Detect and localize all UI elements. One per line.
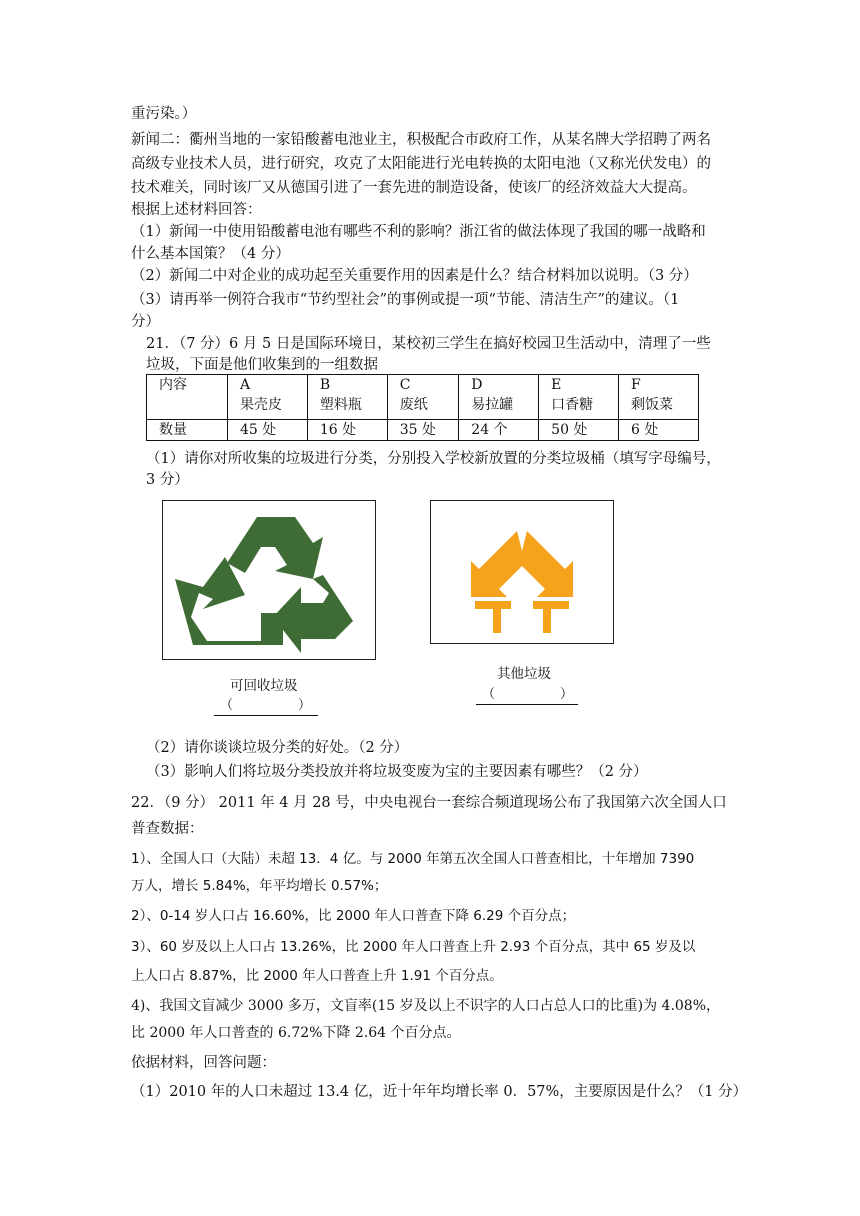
- text-line: 普查数据：: [131, 821, 204, 837]
- text-line: 新闻二：衢州当地的一家铅酸蓄电池业主，积极配合市政府工作，从某名牌大学招聘了两名: [131, 132, 711, 148]
- data-line: 上人口占 8.87%，比 2000 年人口普查上升 1.91 个百分点。: [131, 968, 503, 984]
- data-line: 万人，增长 5.84%，年平均增长 0.57%；: [131, 878, 388, 894]
- text-line: 重污染。）: [131, 106, 197, 122]
- table-row-label: 数量: [147, 420, 228, 441]
- table-cell: E 口香糖: [539, 375, 619, 420]
- table-cell: 50 处: [539, 420, 619, 441]
- table-cell: B 塑料瓶: [307, 375, 387, 420]
- table-cell: 45 处: [228, 420, 308, 441]
- table-cell: F 剩饭菜: [619, 375, 699, 420]
- table-header-cell: 内容: [147, 375, 228, 420]
- text-line: 依据材料，回答问题：: [131, 1055, 276, 1071]
- recyclable-bin-image: [162, 500, 376, 660]
- other-garbage-icon: [431, 501, 613, 643]
- table-cell: 16 处: [307, 420, 387, 441]
- recyclable-label: 可回收垃圾: [230, 678, 298, 694]
- garbage-data-table: [146, 374, 699, 441]
- question-heading: 22．（9 分） 2011 年 4 月 28 号，中央电视台一套综合频道现场公布了我国第六次全国人口: [131, 795, 727, 811]
- question-line: 什么基本国策？（4 分）: [131, 246, 290, 262]
- table-cell: C 废纸: [387, 375, 459, 420]
- table-cell: 24 个: [459, 420, 539, 441]
- text-line: 高级专业技术人员，进行研究，攻克了太阳能进行光电转换的太阳电池（又称光伏发电）的: [131, 156, 711, 172]
- data-line: 1）、全国人口（大陆）未超 13．4 亿。与 2000 年第五次全国人口普查相比，十年增加 7390: [131, 851, 695, 867]
- data-line: 比 2000 年人口普查的 6.72%下降 2.64 个百分点。: [131, 1025, 461, 1041]
- data-line: 4)、我国文盲减少 3000 多万，文盲率(15 岁及以上不识字的人口占总人口的比重)为 4.08%，: [131, 998, 721, 1014]
- text-line: 根据上述材料回答：: [131, 202, 262, 218]
- recyclable-answer-blank[interactable]: （ ）: [214, 697, 318, 716]
- question-line: 3 分）: [146, 472, 189, 488]
- question-line: （3）影响人们将垃圾分类投放并将垃圾变废为宝的主要因素有哪些？（2 分）: [146, 764, 648, 780]
- other-bin-image: [430, 500, 614, 644]
- question-line: （1）2010 年的人口未超过 13.4 亿，近十年年均增长率 0．57%，主要原因是什么？（1 分）: [131, 1084, 748, 1100]
- table-row: [147, 420, 699, 441]
- table-cell: 6 处: [619, 420, 699, 441]
- recycle-icon: [163, 501, 375, 659]
- question-line: 垃圾，下面是他们收集到的一组数据: [146, 357, 378, 373]
- other-answer-blank[interactable]: （ ）: [476, 686, 578, 705]
- other-label: 其他垃圾: [497, 666, 551, 682]
- table-cell: 35 处: [387, 420, 459, 441]
- table-cell: D 易拉罐: [459, 375, 539, 420]
- question-line: 分）: [131, 314, 160, 330]
- data-line: 3）、60 岁及以上人口占 13.26%，比 2000 年人口普查上升 2.93 个百分点，其中 65 岁及以: [131, 939, 696, 955]
- question-line: （2）请你谈谈垃圾分类的好处。（2 分）: [146, 740, 409, 756]
- question-line: （3）请再举一例符合我市“节约型社会”的事例或提一项“节能、清洁生产”的建议。（1: [131, 292, 680, 308]
- text-line: 技术难关，同时该厂又从德国引进了一套先进的制造设备，使该厂的经济效益大大提高。: [131, 180, 697, 196]
- question-line: （1）请你对所收集的垃圾进行分类，分别投入学校新放置的分类垃圾桶（填写字母编号，: [146, 451, 721, 467]
- data-line: 2）、0-14 岁人口占 16.60%，比 2000 年人口普查下降 6.29 个百分点；: [131, 908, 576, 924]
- table-row: [147, 375, 699, 420]
- question-heading: 21．（7 分）6 月 5 日是国际环境日，某校初三学生在搞好校园卫生活动中，清理了一些: [146, 336, 711, 352]
- question-line: （2）新闻二中对企业的成功起至关重要作用的因素是什么？结合材料加以说明。（3 分）: [131, 268, 698, 284]
- table-cell: A 果壳皮: [228, 375, 308, 420]
- question-line: （1）新闻一中使用铅酸蓄电池有哪些不利的影响？浙江省的做法体现了我国的哪一战略和: [131, 224, 706, 240]
